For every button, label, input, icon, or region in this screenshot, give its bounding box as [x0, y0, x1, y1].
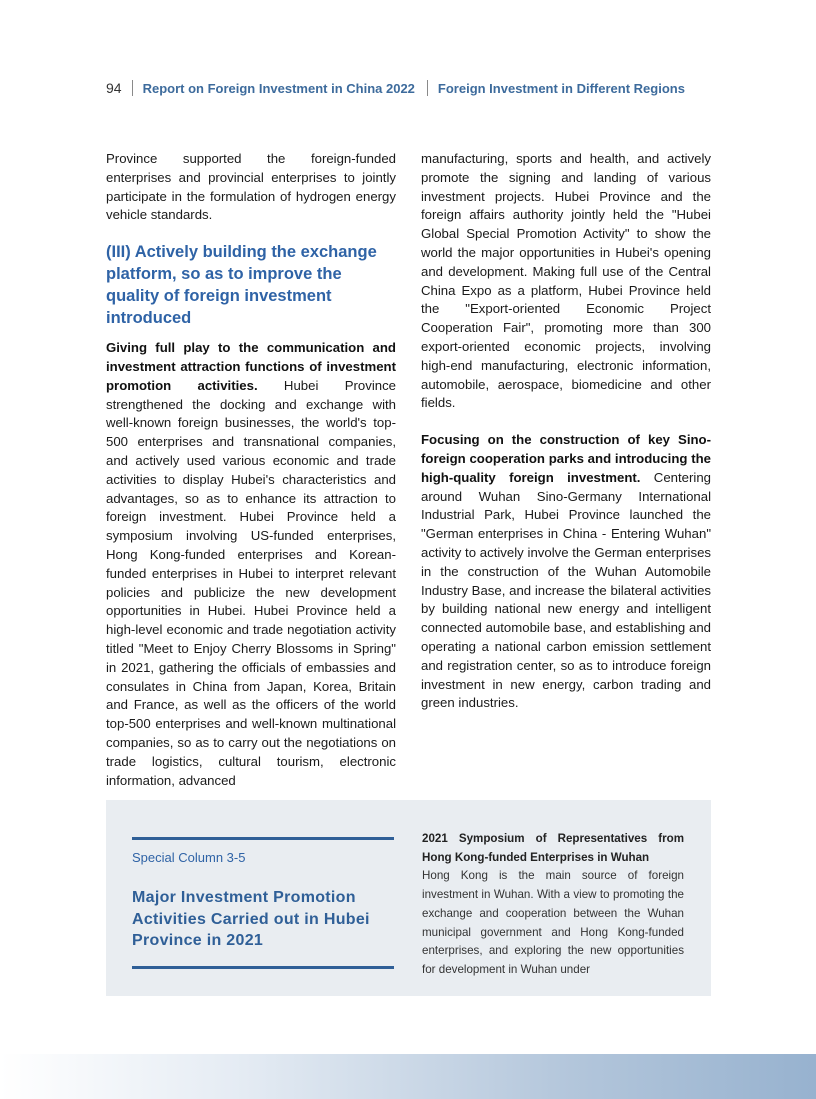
section-subheading: (III) Actively building the exchange platform, so as to improve the quality of foreign investment introduced: [106, 243, 377, 328]
top-rule: [132, 837, 394, 840]
body-paragraph: [421, 431, 711, 713]
page-number: 94: [106, 80, 122, 96]
header-divider: [132, 80, 133, 96]
special-item-body: Hong Kong is the main source of foreign investment in Wuhan. With a view to promoting the exchange and cooperation between the Wuhan municipal government and Hong Kong-funded enterprises, and exploring the new opportunities for development in Wuhan under: [422, 869, 684, 976]
chapter-title: Foreign Investment in Different Regions: [437, 80, 685, 96]
body-paragraph: Province supported the foreign-funded enterprises and provincial enterprises to jointly participate in the formulation of hydrogen energy vehicle standards.: [106, 151, 396, 223]
header-divider: [427, 80, 428, 96]
special-column-text: [422, 830, 684, 980]
footer-gradient-bar: [0, 1054, 816, 1099]
body-paragraph: manufacturing, sports and health, and actively promote the signing and landing of various investment projects. Hubei Province and the foreign affairs authority jointly held the "Hubei Global Special Promotion Activity" to show the world the major opportunities in Hubei's opening and development. Making full use of the Central China Expo as a platform, Hubei Province held the "Export-oriented Economic Project Cooperation Fair", promoting more than 300 export-oriented economic projects, involving high-end manufacturing, electronic information, automobile, aerospace, biomedicine and other fields.: [421, 151, 711, 411]
paragraph-body: Hubei Province strengthened the docking and exchange with well-known foreign businesses, the world's top-500 enterprises and transnational companies, and actively used various economic and trade activities to display Hubei's characteristics and advantages, so as to enhance its attraction to foreign investment. Hubei Province held a symposium involving US-funded enterprises, Hong Kong-funded enterprises and Korean-funded enterprises in Hubei to interpret relevant policies and publicize the new development opportunities in Hubei. Hubei Province held a high-level economic and trade negotiation activity titled "Meet to Enjoy Cherry Blossoms in Spring" in 2021, gathering the officials of embassies and consulates in China from Japan, Korea, Britain and France, as well as the officers of the world top-500 enterprises and well-known multinational companies, so as to carry out the negotiations on trade logistics, cultural tourism, electronic information, advanced: [106, 377, 397, 788]
running-header: [106, 78, 685, 98]
body-paragraph: [106, 339, 396, 790]
paragraph-body: Centering around Wuhan Sino-Germany International Industrial Park, Hubei Province launched the "German enterprises in China - Entering Wuhan" activity to actively involve the German enterprises in the construction of the Wuhan Automobile Industry Base, and increase the bilateral activities by building national new energy and intelligent connected automobile base, and establishing and operating a national carbon emission settlement and registration center, so as to introduce foreign investment in new energy, carbon trading and green industries.: [421, 469, 711, 711]
left-column: [106, 150, 396, 806]
special-column-title-block: [132, 837, 394, 969]
bottom-rule: [132, 966, 394, 969]
paragraph-lead: Focusing on the construction of key Sino-foreign cooperation parks and introducing the high-quality foreign investment.: [421, 432, 711, 485]
special-column-heading: Major Investment Promotion Activities Carried out in Hubei Province in 2021: [132, 889, 370, 949]
right-column: [421, 150, 711, 729]
book-title: Report on Foreign Investment in China 2022: [142, 80, 415, 96]
special-item-lead: 2021 Symposium of Representatives from Hong Kong-funded Enterprises in Wuhan: [422, 832, 684, 864]
paragraph-lead: Giving full play to the communication and investment attraction functions of investment promotion activities.: [106, 340, 396, 393]
special-column-box: [106, 800, 711, 996]
special-column-label: Special Column 3-5: [132, 850, 246, 865]
